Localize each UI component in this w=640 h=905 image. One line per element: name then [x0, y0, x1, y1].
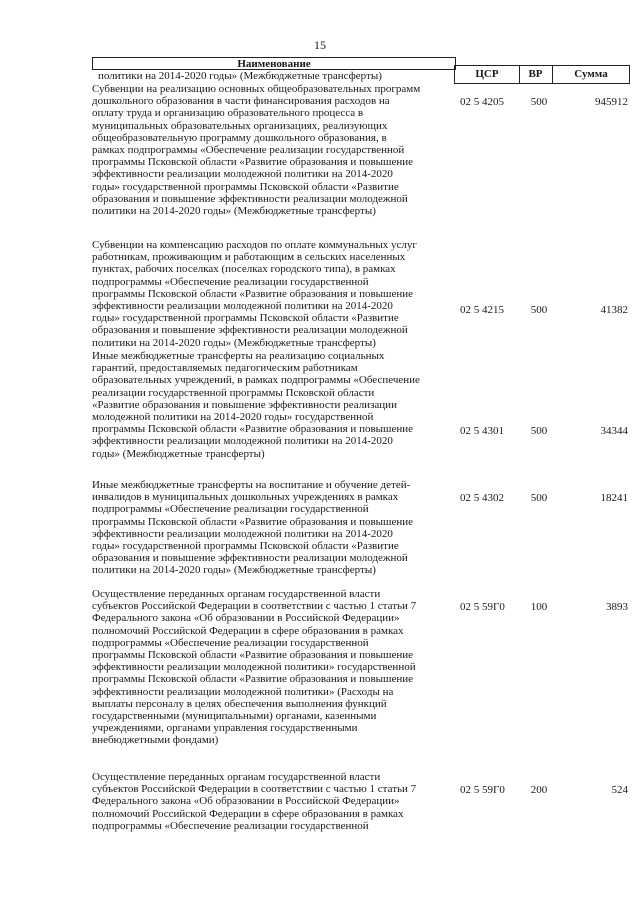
row-vr: 100	[530, 601, 548, 613]
row-name-line: дошкольного образования в части финансирования расходов на	[92, 95, 390, 108]
continuation-text: политики на 2014-2020 годы» (Межбюджетные трансферты)	[98, 70, 382, 82]
page-number: 15	[314, 38, 326, 52]
row-name-line: годы» государственной программы Псковской области «Развитие	[92, 312, 399, 325]
row-name-line: образования и повышение эффективности реализации молодежной	[92, 192, 408, 205]
row-csr: 02 5 4215	[460, 304, 504, 316]
row-name-line: образования и повышение эффективности реализации молодежной	[92, 552, 408, 565]
row-name	[92, 239, 452, 349]
row-name-line: работникам, проживающим и работающим в сельских населенных	[92, 251, 406, 264]
row-name-line: инвалидов в муниципальных дошкольных учреждениях в рамках	[92, 491, 399, 504]
row-name-line: программы Псковской области «Развитие образования и повышение	[92, 423, 414, 436]
row-name-line: Субвенции на реализацию основных общеобразовательных программ	[92, 83, 421, 95]
header-sum: Сумма	[553, 65, 630, 84]
table-header	[92, 57, 630, 83]
row-name-line: субъектов Российской Федерации в соответствии с частью 1 статьи 7	[92, 600, 417, 613]
row-name-line: Федерального закона «Об образовании в Российской Федерации»	[92, 612, 400, 625]
row-name-line: политики на 2014-2020 годы» (Межбюджетные трансферты)	[92, 336, 376, 349]
row-name	[92, 83, 452, 217]
row-sum: 18241	[600, 492, 628, 504]
row-name-line: оплату труда и организацию образовательного процесса в	[92, 107, 364, 120]
row-name-line: эффективности реализации молодежной политики на 2014-2020	[92, 527, 393, 540]
row-name-line: эффективности реализации молодежной политики на 2014-2020	[92, 435, 393, 448]
row-name-line: эффективности реализации молодежной политики» государственной	[92, 661, 416, 674]
row-name-line: образования и повышение эффективности реализации молодежной	[92, 324, 408, 337]
row-name-line: программы Псковской области «Развитие образования и повышение	[92, 156, 414, 169]
row-name-line: подпрограммы «Обеспечение реализации государственной	[92, 636, 369, 649]
row-sum: 41382	[600, 304, 628, 316]
row-vr: 500	[530, 492, 548, 504]
row-name-line: годы» государственной программы Псковской области «Развитие	[92, 180, 399, 193]
header-vr: ВР	[519, 65, 553, 84]
row-name-line: Осуществление переданных органам государственной власти	[92, 588, 381, 600]
row-csr: 02 5 4205	[460, 96, 504, 108]
row-name	[92, 350, 452, 460]
row-name-line: эффективности реализации молодежной политики на 2014-2020	[92, 300, 393, 313]
row-name-line: выплаты персоналу в целях обеспечения выполнения функций	[92, 697, 387, 710]
row-name-line: молодежной политики на 2014-2020 годы» государственной	[92, 411, 374, 424]
row-name-line: подпрограммы «Обеспечение реализации государственной	[92, 275, 369, 288]
row-name-line: Субвенции на компенсацию расходов по оплате коммунальных услуг	[92, 239, 417, 251]
header-csr: ЦСР	[454, 65, 520, 84]
row-name	[92, 479, 452, 577]
row-name-line: полномочий Российской Федерации в сфере образования в рамках	[92, 624, 404, 637]
row-name-line: подпрограммы «Обеспечение реализации государственной	[92, 503, 369, 516]
row-name-line: программы Псковской области «Развитие образования и повышение	[92, 515, 414, 528]
row-vr: 500	[530, 304, 548, 316]
row-name-line: реализации государственной программы Псковской области	[92, 386, 375, 399]
row-name-line: «Развитие образования и повышение эффективности реализации	[92, 398, 397, 411]
row-csr: 02 5 4302	[460, 492, 504, 504]
row-csr: 02 5 59Г0	[460, 601, 505, 613]
row-name-line: гарантий, предоставляемых педагогическим работникам	[92, 362, 358, 375]
row-name-line: субъектов Российской Федерации в соответствии с частью 1 статьи 7	[92, 783, 417, 796]
row-name-line: подпрограммы «Обеспечение реализации государственной	[92, 819, 369, 832]
row-name-line: государственными (муниципальными) органами, казенными	[92, 710, 377, 723]
row-name-line: полномочий Российской Федерации в сфере образования в рамках	[92, 807, 404, 820]
row-sum: 945912	[595, 96, 628, 108]
row-sum: 524	[611, 784, 628, 796]
row-name-line: рамках подпрограммы «Обеспечение реализации государственной	[92, 144, 405, 157]
row-name-line: Осуществление переданных органам государственной власти	[92, 771, 381, 783]
header-name: Наименование	[92, 57, 456, 70]
row-vr: 200	[530, 784, 548, 796]
row-name-line: учреждениями, органами управления государственными	[92, 722, 358, 735]
row-name-line: политики на 2014-2020 годы» (Межбюджетные трансферты)	[92, 564, 376, 577]
row-name-line: программы Псковской области «Развитие образования и повышение	[92, 673, 414, 686]
budget-table	[92, 57, 630, 832]
row-name-line: политики на 2014-2020 годы» (Межбюджетные трансферты)	[92, 205, 376, 218]
row-csr: 02 5 59Г0	[460, 784, 505, 796]
row-name-line: пунктах, рабочих поселках (поселках городского типа), в рамках	[92, 263, 396, 276]
row-vr: 500	[530, 425, 548, 437]
row-name-line: программы Псковской области «Развитие образования и повышение	[92, 287, 414, 300]
row-name-line: Иные межбюджетные трансферты на воспитание и обучение детей-	[92, 479, 411, 491]
row-name-line: муниципальных образовательных организациях, реализующих	[92, 119, 388, 132]
row-name	[92, 588, 452, 747]
row-vr: 500	[530, 96, 548, 108]
row-sum: 34344	[600, 425, 628, 437]
row-name-line: эффективности реализации молодежной политики на 2014-2020	[92, 168, 393, 181]
row-name-line: эффективности реализации молодежной политики» (Расходы на	[92, 685, 394, 698]
row-csr: 02 5 4301	[460, 425, 504, 437]
row-name-line: годы» (Межбюджетные трансферты)	[92, 447, 265, 460]
row-name-line: годы» государственной программы Псковской области «Развитие	[92, 540, 399, 553]
row-name	[92, 771, 452, 832]
row-name-line: Федерального закона «Об образовании в Российской Федерации»	[92, 795, 400, 808]
row-name-line: Иные межбюджетные трансферты на реализацию социальных	[92, 350, 385, 362]
row-name-line: общеобразовательную программу дошкольного образования, в	[92, 131, 387, 144]
row-name-line: образовательных учреждений, в рамках подпрограммы «Обеспечение	[92, 374, 420, 387]
row-name-line: программы Псковской области «Развитие образования и повышение	[92, 649, 414, 662]
row-sum: 3893	[606, 601, 628, 613]
row-name-line: внебюджетными фондами)	[92, 734, 219, 747]
